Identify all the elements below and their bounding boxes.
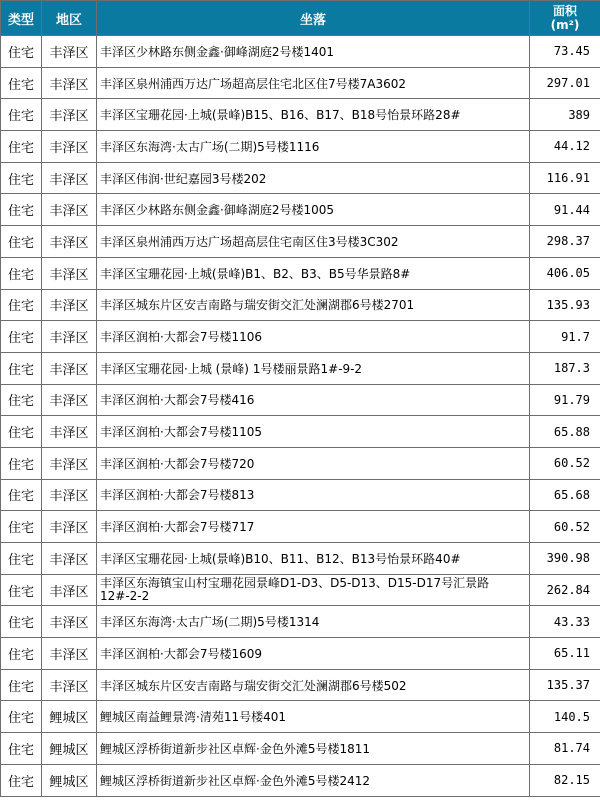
cell-type: 住宅 — [1, 384, 42, 416]
cell-address: 丰泽区泉州浦西万达广场超高层住宅北区住7号楼7A3602 — [97, 67, 530, 99]
cell-type: 住宅 — [1, 257, 42, 289]
cell-type: 住宅 — [1, 511, 42, 543]
header-area-label: 面积 — [552, 4, 577, 18]
header-region: 地区 — [42, 1, 97, 36]
header-address: 坐落 — [97, 1, 530, 36]
cell-region: 丰泽区 — [42, 321, 97, 353]
cell-address: 丰泽区城东片区安吉南路与瑞安街交汇处澜湖郡6号楼2701 — [97, 289, 530, 321]
cell-area: 390.98 — [530, 543, 600, 575]
cell-address: 丰泽区宝珊花园·上城(景峰)B15、B16、B17、B18号怡景环路28# — [97, 99, 530, 131]
cell-address: 丰泽区东海镇宝山村宝珊花园景峰D1-D3、D5-D13、D15-D17号汇景路12#-2-2 — [97, 574, 530, 606]
table-row — [1, 764, 600, 796]
table-row — [1, 36, 600, 68]
cell-type: 住宅 — [1, 447, 42, 479]
cell-address: 丰泽区伟润·世纪嘉园3号楼202 — [97, 162, 530, 194]
cell-region: 鲤城区 — [42, 701, 97, 733]
cell-region: 丰泽区 — [42, 606, 97, 638]
cell-type: 住宅 — [1, 352, 42, 384]
table-row — [1, 543, 600, 575]
cell-region: 丰泽区 — [42, 36, 97, 68]
table-row — [1, 67, 600, 99]
cell-area: 91.44 — [530, 194, 600, 226]
table-row — [1, 257, 600, 289]
table-row — [1, 669, 600, 701]
cell-region: 丰泽区 — [42, 543, 97, 575]
cell-type: 住宅 — [1, 543, 42, 575]
table-row — [1, 511, 600, 543]
cell-type: 住宅 — [1, 701, 42, 733]
cell-area: 116.91 — [530, 162, 600, 194]
cell-region: 丰泽区 — [42, 638, 97, 670]
header-area — [530, 1, 600, 36]
cell-area: 91.79 — [530, 384, 600, 416]
cell-type: 住宅 — [1, 764, 42, 796]
table-row — [1, 194, 600, 226]
cell-address: 丰泽区润柏·大都会7号楼813 — [97, 479, 530, 511]
cell-address: 丰泽区宝珊花园·上城(景峰)B10、B11、B12、B13号怡景环路40# — [97, 543, 530, 575]
cell-area: 135.93 — [530, 289, 600, 321]
table-row — [1, 447, 600, 479]
table-row — [1, 289, 600, 321]
cell-type: 住宅 — [1, 479, 42, 511]
cell-type: 住宅 — [1, 36, 42, 68]
cell-area: 297.01 — [530, 67, 600, 99]
cell-address: 鲤城区浮桥街道新步社区卓辉·金色外滩5号楼1811 — [97, 733, 530, 765]
cell-area: 406.05 — [530, 257, 600, 289]
cell-region: 丰泽区 — [42, 194, 97, 226]
cell-type: 住宅 — [1, 321, 42, 353]
cell-area: 91.7 — [530, 321, 600, 353]
cell-region: 丰泽区 — [42, 162, 97, 194]
cell-region: 丰泽区 — [42, 257, 97, 289]
cell-address: 丰泽区润柏·大都会7号楼416 — [97, 384, 530, 416]
cell-type: 住宅 — [1, 733, 42, 765]
cell-address: 丰泽区泉州浦西万达广场超高层住宅南区住3号楼3C302 — [97, 226, 530, 258]
cell-type: 住宅 — [1, 226, 42, 258]
table-row — [1, 479, 600, 511]
cell-area: 298.37 — [530, 226, 600, 258]
cell-type: 住宅 — [1, 67, 42, 99]
table-header-row — [1, 1, 600, 36]
cell-address: 丰泽区少林路东侧金鑫·御峰湖庭2号楼1401 — [97, 36, 530, 68]
cell-area: 187.3 — [530, 352, 600, 384]
cell-address: 丰泽区东海湾·太古广场(二期)5号楼1116 — [97, 131, 530, 163]
cell-region: 丰泽区 — [42, 289, 97, 321]
cell-address: 丰泽区润柏·大都会7号楼1105 — [97, 416, 530, 448]
cell-address: 丰泽区东海湾·太古广场(二期)5号楼1314 — [97, 606, 530, 638]
cell-region: 鲤城区 — [42, 733, 97, 765]
cell-region: 丰泽区 — [42, 416, 97, 448]
cell-area: 60.52 — [530, 447, 600, 479]
table-row — [1, 574, 600, 606]
header-type: 类型 — [1, 1, 42, 36]
cell-address: 丰泽区润柏·大都会7号楼1106 — [97, 321, 530, 353]
cell-address: 丰泽区润柏·大都会7号楼717 — [97, 511, 530, 543]
cell-area: 65.88 — [530, 416, 600, 448]
table-row — [1, 131, 600, 163]
cell-area: 262.84 — [530, 574, 600, 606]
cell-address: 丰泽区润柏·大都会7号楼1609 — [97, 638, 530, 670]
table-row — [1, 321, 600, 353]
cell-area: 60.52 — [530, 511, 600, 543]
cell-type: 住宅 — [1, 162, 42, 194]
header-area-unit: (m²) — [550, 18, 580, 32]
table-row — [1, 701, 600, 733]
cell-region: 鲤城区 — [42, 764, 97, 796]
cell-area: 65.68 — [530, 479, 600, 511]
cell-area: 65.11 — [530, 638, 600, 670]
cell-type: 住宅 — [1, 574, 42, 606]
cell-area: 389 — [530, 99, 600, 131]
cell-address: 丰泽区宝珊花园·上城(景峰)B1、B2、B3、B5号华景路8# — [97, 257, 530, 289]
cell-address: 丰泽区城东片区安吉南路与瑞安街交汇处澜湖郡6号楼502 — [97, 669, 530, 701]
cell-type: 住宅 — [1, 669, 42, 701]
cell-address: 鲤城区浮桥街道新步社区卓辉·金色外滩5号楼2412 — [97, 764, 530, 796]
cell-area: 81.74 — [530, 733, 600, 765]
cell-area: 82.15 — [530, 764, 600, 796]
cell-type: 住宅 — [1, 99, 42, 131]
cell-area: 43.33 — [530, 606, 600, 638]
cell-area: 73.45 — [530, 36, 600, 68]
cell-region: 丰泽区 — [42, 352, 97, 384]
cell-region: 丰泽区 — [42, 131, 97, 163]
cell-type: 住宅 — [1, 606, 42, 638]
cell-region: 丰泽区 — [42, 447, 97, 479]
cell-type: 住宅 — [1, 638, 42, 670]
cell-area: 140.5 — [530, 701, 600, 733]
cell-type: 住宅 — [1, 416, 42, 448]
cell-region: 丰泽区 — [42, 511, 97, 543]
cell-region: 丰泽区 — [42, 574, 97, 606]
table-row — [1, 99, 600, 131]
cell-area: 44.12 — [530, 131, 600, 163]
cell-type: 住宅 — [1, 194, 42, 226]
cell-type: 住宅 — [1, 289, 42, 321]
cell-address: 鲤城区南益鲤景湾·清苑11号楼401 — [97, 701, 530, 733]
table-row — [1, 638, 600, 670]
table-row — [1, 226, 600, 258]
cell-type: 住宅 — [1, 131, 42, 163]
cell-area: 135.37 — [530, 669, 600, 701]
cell-region: 丰泽区 — [42, 479, 97, 511]
cell-address: 丰泽区润柏·大都会7号楼720 — [97, 447, 530, 479]
cell-region: 丰泽区 — [42, 226, 97, 258]
table-row — [1, 162, 600, 194]
table-row — [1, 416, 600, 448]
cell-region: 丰泽区 — [42, 99, 97, 131]
cell-region: 丰泽区 — [42, 669, 97, 701]
table-row — [1, 384, 600, 416]
table-row — [1, 352, 600, 384]
cell-address: 丰泽区少林路东侧金鑫·御峰湖庭2号楼1005 — [97, 194, 530, 226]
cell-region: 丰泽区 — [42, 67, 97, 99]
table-row — [1, 606, 600, 638]
table-row — [1, 733, 600, 765]
cell-region: 丰泽区 — [42, 384, 97, 416]
table-body — [1, 36, 600, 797]
cell-address: 丰泽区宝珊花园·上城 (景峰) 1号楼丽景路1#-9-2 — [97, 352, 530, 384]
